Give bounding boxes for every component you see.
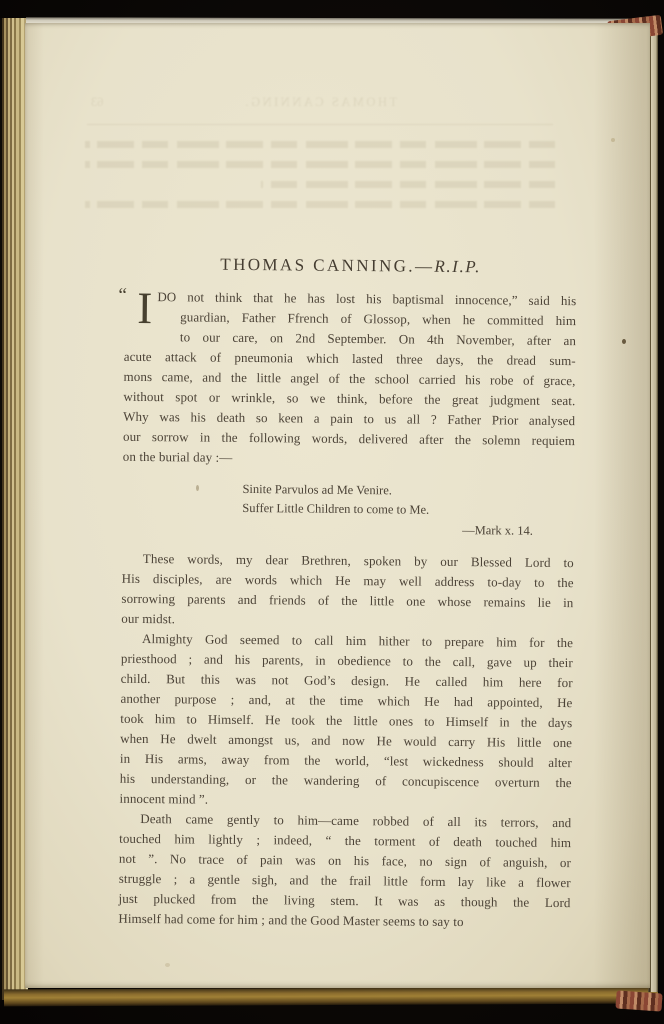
title-rip: R.I.P. <box>434 256 482 277</box>
spine-tailband <box>615 990 662 1011</box>
text-line: took him to Himself. He took the little ones to Himself in the days <box>120 710 573 730</box>
text-line: Almighty God seemed to call him hither to prepare him for the <box>142 630 574 650</box>
text-line: touched him lightly ; indeed, “ the torment of death touched him <box>119 830 572 850</box>
text-line: mons came, and the little angel of the school carried his robe of grace, <box>123 368 576 389</box>
text-line: child. But this was not God’s design. He called him here for <box>120 670 573 690</box>
text-line: priesthood ; and his parents, in obedience to the call, gave up their <box>120 650 573 670</box>
text-line: when He dwelt amongst us, and now He would carry His little one <box>120 730 573 750</box>
paragraph-sermon-1 <box>121 548 574 632</box>
next-page-edge <box>651 24 658 992</box>
verse-block <box>122 479 575 541</box>
drop-cap-letter: I <box>137 282 153 334</box>
paper-stain <box>611 138 615 142</box>
text-line: Death came gently to him—came robbed of all its terrors, and <box>140 810 572 830</box>
text-line: just plucked from the living stem. It was as though the Lord <box>118 890 571 910</box>
text-line: struggle ; a gentle sigh, and the frail little form lay like a flower <box>118 870 571 890</box>
text-line: DO not think that he has lost his baptismal innocence,” said his <box>157 289 577 309</box>
text-line: his understanding, or the wandering of concupiscence overturn the <box>119 770 572 790</box>
text-line: These words, my dear Brethren, spoken by our Blessed Lord to <box>142 550 574 570</box>
book-page <box>25 23 650 988</box>
text-line: to our care, on 2nd September. On 4th November, after an <box>179 329 577 349</box>
title-dash: — <box>414 256 435 276</box>
text-line: acute attack of pneumonia which lasted three days, the dread sum- <box>123 348 576 369</box>
printed-text-block <box>118 21 579 965</box>
page-title <box>125 254 577 278</box>
text-line: His disciples, are words which He may well address to-day to the <box>121 570 574 590</box>
verse-line-latin: Sinite Parvulos ad Me Venire. <box>242 481 392 498</box>
text-line: not ”. No trace of pain was on his face, no sign of anguish, or <box>118 850 572 870</box>
paper-stain <box>165 963 170 967</box>
text-line: guardian, Father Ffrench of Glossop, when he committed him <box>180 309 577 329</box>
text-line: Why was his death so keen a pain to us all ? Father Prior analysed <box>123 408 576 429</box>
text-line: without spot or wrinkle, so we think, before the great judgment seat. <box>123 388 576 409</box>
text-line: in His arms, away from the world, “lest wickedness should alter <box>119 750 572 770</box>
text-line: our sorrow in the following words, delivered after the solemn requiem <box>122 428 576 449</box>
text-line: innocent mind ”. <box>119 790 209 807</box>
book-page-edges-left <box>0 18 28 1000</box>
title-name: THOMAS CANNING. <box>220 254 416 276</box>
verse-line-english: Suffer Little Children to come to Me. <box>242 500 430 517</box>
showthrough-page-number: 63 <box>91 95 104 109</box>
verse-attribution: —Mark x. 14. <box>462 523 534 538</box>
text-line: our midst. <box>121 610 176 626</box>
text-line: another purpose ; and, at the time which He had appointed, He <box>120 690 573 710</box>
book-cover-bottom-edge <box>4 987 658 1007</box>
text-line: sorrowing parents and friends of the little one whose remains lie in <box>121 590 574 610</box>
paragraph-sermon-3 <box>118 808 571 932</box>
showthrough-running-title: THOMAS CANNING. <box>242 95 398 109</box>
opening-quote-mark: “ <box>118 284 127 306</box>
paragraph-sermon-2 <box>119 628 573 812</box>
paper-stain <box>196 485 199 491</box>
text-line: Himself had come for him ; and the Good Master seems to say to <box>118 910 464 929</box>
paragraph-opening <box>118 282 577 471</box>
text-line: on the burial day :— <box>122 448 233 465</box>
paper-stain <box>622 339 626 344</box>
